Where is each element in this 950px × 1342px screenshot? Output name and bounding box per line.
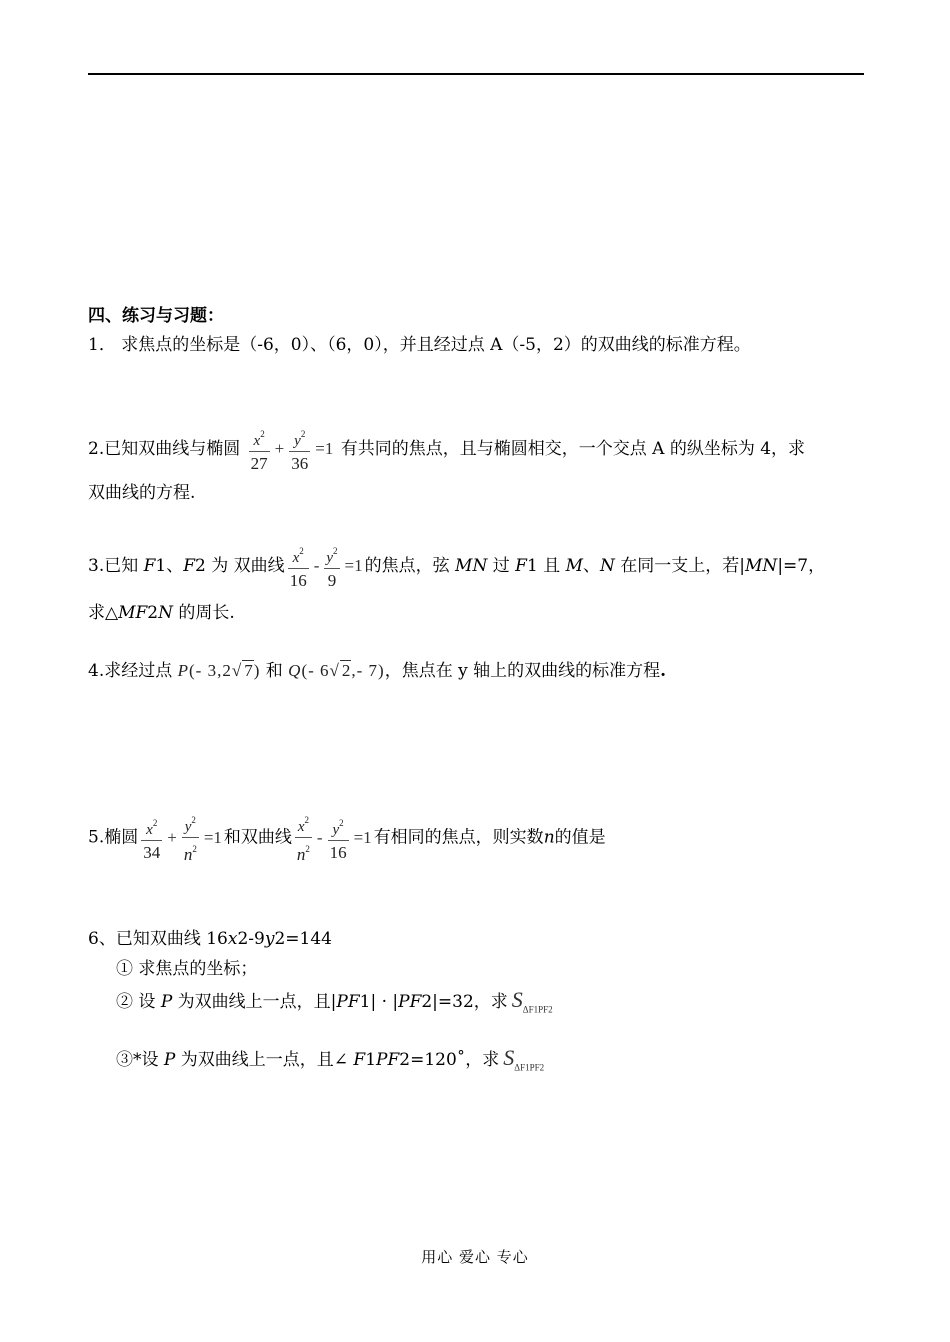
problem-5: 5.椭圆 $\frac{x^2}{34}$ + $\frac{y^2}{n^2}$ =1 和双曲线 $\frac{x^2}{n^2}$ - $\frac{y^2}{16}$ =1 有相同的焦点，则实数n的值是 — [88, 812, 606, 864]
page-footer: 用心 爱心 专心 — [421, 1248, 529, 1266]
problem-6-part-2: ② 设 P 为双曲线上一点，且|PF1| · |PF2|=32，求 $S_{\Delta F1PF2}$ — [116, 987, 553, 1015]
fraction-y2-16: $\frac{y^2}{16}$ — [329, 817, 347, 862]
problem-6-part-1: ① 求焦点的坐标； — [116, 959, 258, 979]
problem-3-line-2: 求△MF2N 的周长. — [88, 603, 235, 623]
header-rule — [88, 73, 864, 75]
fraction-x2-n2: $\frac{x^2}{n^2}$ — [296, 815, 310, 864]
fraction-y2-9: $\frac{y^2}{9}$ — [326, 546, 338, 590]
problem-4: 4.求经过点 P(- 3,2√ 7) 和 Q(- 6√ 2,- 7)，焦点在 y 轴上的双曲线的标准方程. — [88, 661, 667, 681]
point-q: Q(- 6√ 2,- 7) — [288, 661, 385, 680]
section-title: 四、练习与习题： — [88, 306, 224, 326]
fraction-x2-16: $\frac{x^2}{16}$ — [289, 546, 307, 590]
triangle-area-symbol-2: $S_{\Delta F1PF2}$ — [503, 1045, 545, 1073]
problem-6-part-3: ③*设 P 为双曲线上一点，且∠ F1PF2=120˚，求 $S_{\Delta F1PF2}$ — [116, 1045, 545, 1073]
fraction-y2-36: $\frac{y^2}{36}$ — [291, 429, 309, 473]
problem-3: 3.已知 F1、F2 为 双曲线 $\frac{x^2}{16}$ - $\frac{y^2}{9}$ =1 的焦点，弦 MN 过 F1 且 M、N 在同一支上，若|MN|=7， — [88, 543, 825, 590]
problem-2-line-2: 双曲线的方程. — [88, 483, 196, 503]
fraction-x2-34: $\frac{x^2}{34}$ — [143, 817, 161, 862]
fraction-y2-n2: $\frac{y^2}{n^2}$ — [183, 815, 197, 864]
problem-2: 2.已知双曲线与椭圆 $\frac{x^2}{27}$ + $\frac{y^2}{36}$ =1 有共同的焦点，且与椭圆相交，一个交点 A 的纵坐标为 4，求 — [88, 426, 805, 473]
triangle-area-symbol: $S_{\Delta F1PF2}$ — [511, 987, 553, 1015]
problem-6: 6、已知双曲线 16x2-9y2=144 — [88, 929, 332, 949]
problem-1: 1． 求焦点的坐标是（-6，0）、（6，0），并且经过点 A（-5，2）的双曲线的标准方程。 — [88, 335, 751, 355]
fraction-x2-27: $\frac{x^2}{27}$ — [250, 429, 268, 473]
point-p: P(- 3,2√ 7) — [177, 661, 261, 680]
